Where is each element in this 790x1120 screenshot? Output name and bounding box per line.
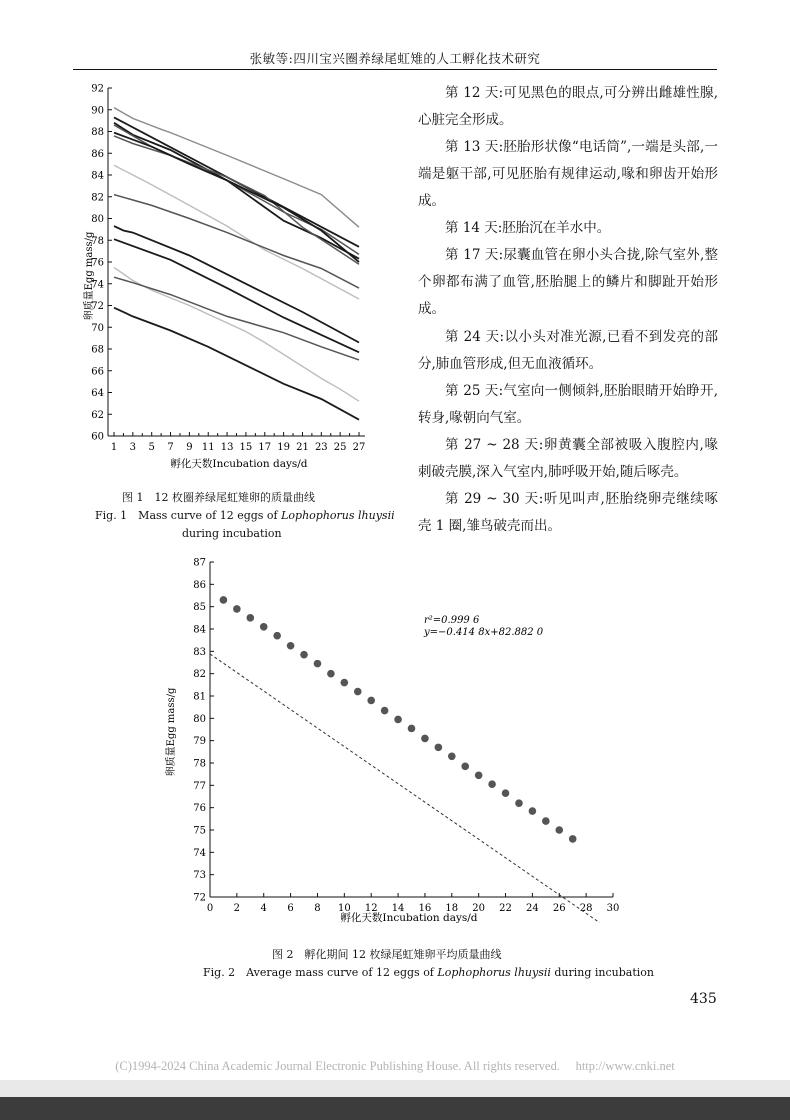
figure2-y-tick-label: 83 <box>193 646 206 658</box>
figure2-data-point <box>475 771 483 779</box>
figure2-y-tick-label: 81 <box>193 691 206 703</box>
figure1-x-tick-label: 15 <box>239 442 253 453</box>
figure2-data-point <box>394 716 402 724</box>
figure1-y-tick-label: 68 <box>91 344 104 356</box>
figure2-x-tick-label: 4 <box>260 903 267 914</box>
figure2-data-point <box>461 763 469 771</box>
figure1-y-tick-label: 66 <box>91 366 104 378</box>
figure1-y-tick-label: 76 <box>91 257 104 269</box>
figure2-equation-r2: r²=0.999 6 <box>424 615 480 626</box>
text-paragraph-day27: 第 27 ~ 28 天:卵黄囊全部被吸入腹腔内,喙刺破壳膜,深入气室内,肺呼吸开始,随后啄壳。 <box>418 437 718 480</box>
figure1-y-tick-label: 60 <box>91 431 104 443</box>
figure1-x-tick-label: 25 <box>333 442 347 453</box>
figure1-series-line <box>114 267 359 401</box>
figure1-x-tick-label: 3 <box>129 442 137 453</box>
figure1-series-line <box>114 308 359 420</box>
figure1-x-tick-label: 5 <box>148 442 155 453</box>
figure1-series-line <box>114 195 359 289</box>
figure2-x-tick-label: 2 <box>233 903 241 914</box>
text-paragraph-day13: 第 13 天:胚胎形状像“电话筒”,一端是头部,一端是躯干部,可见胚胎有规律运动,喙和卵齿开始形成。 <box>418 139 718 209</box>
figure1-x-tick-label: 17 <box>258 442 272 453</box>
figure2-y-tick-label: 82 <box>193 669 206 681</box>
footer-bar <box>0 1097 790 1120</box>
figure2-data-point <box>555 826 563 834</box>
figure2-data-point <box>408 725 416 733</box>
figure2-y-tick-label: 78 <box>193 758 206 770</box>
figure2-y-tick-label: 86 <box>193 579 206 591</box>
figure2-x-tick-label: 6 <box>287 903 294 914</box>
figure2-x-tick-label: 12 <box>364 903 378 914</box>
figure1-x-tick-label: 27 <box>352 442 366 453</box>
figure2-data-point <box>273 632 281 640</box>
figure2-y-tick-label: 73 <box>193 870 206 882</box>
figure2-x-tick-label: 18 <box>445 903 459 914</box>
figure2-data-point <box>502 789 510 797</box>
text-paragraph-day24: 第 24 天:以小头对准光源,已看不到发亮的部分,肺血管形成,但无血液循环。 <box>418 329 718 372</box>
figure1-y-tick-label: 82 <box>91 192 104 204</box>
figure1-y-tick-label: 78 <box>91 235 104 247</box>
figure1-ylabel: 卵质量Egg mass/g <box>84 231 95 321</box>
text-paragraph-day17: 第 17 天:尿囊血管在卵小头合拢,除气室外,整个卵都布满了血管,胚胎腿上的鳞片和脚趾开始形成。 <box>418 247 718 317</box>
figure2-xlabel: 孵化天数Incubation days/d <box>340 912 478 924</box>
figure1-x-tick-label: 11 <box>201 442 215 453</box>
figure2-ylabel: 卵质量Egg mass/g <box>166 687 177 777</box>
copyright-notice: (C)1994-2024 China Academic Journal Electronic Publishing House. All rights reserved. http://www.cnki.net <box>115 1059 675 1073</box>
figure1-x-tick-label: 21 <box>296 442 309 453</box>
figure2-data-point <box>327 670 335 678</box>
figure2-data-point <box>220 596 228 604</box>
figure2-data-point <box>247 614 255 622</box>
running-header: 张敏等:四川宝兴圈养绿尾虹雉的人工孵化技术研究 <box>249 51 541 66</box>
figure1-series-line <box>114 108 359 228</box>
figure2-data-point <box>300 651 308 659</box>
figure2-data-point <box>354 688 362 696</box>
figure1-x-tick-label: 23 <box>314 442 328 453</box>
figure1-series-line <box>114 133 359 262</box>
figure2-x-tick-label: 10 <box>337 903 351 914</box>
figure1-x-tick-label: 13 <box>220 442 234 453</box>
figure2-data-point <box>381 707 389 715</box>
figure1-series-line <box>114 226 359 342</box>
figure2-x-tick-label: 26 <box>552 903 566 914</box>
figure2-y-tick-label: 77 <box>193 780 206 792</box>
figure1-x-tick-label: 19 <box>277 442 290 453</box>
figure2-x-tick-label: 8 <box>314 903 321 914</box>
figure2-y-tick-label: 72 <box>193 892 206 904</box>
figure1-caption-cn: 图 1 12 枚圈养绿尾虹雉卵的质量曲线 <box>122 491 315 504</box>
figure1-y-tick-label: 64 <box>91 388 104 399</box>
figure2-trendline <box>210 654 600 923</box>
figure1-y-tick-label: 86 <box>91 148 104 160</box>
figure1-series-line <box>114 239 359 352</box>
figure2-data-point <box>233 605 241 613</box>
figure1-y-tick-label: 88 <box>91 127 104 138</box>
figure2-data-point <box>287 642 295 650</box>
figure2-x-tick-label: 22 <box>499 903 512 914</box>
figure2-x-tick-label: 30 <box>606 903 620 914</box>
figure1-y-tick-label: 92 <box>91 83 104 95</box>
figure2-caption-en: Fig. 2 Average mass curve of 12 eggs of Lophophorus lhuysii during incubation <box>203 966 655 979</box>
figure2-data-point <box>314 660 322 668</box>
figure2-data-point <box>569 835 577 843</box>
figure2-data-point <box>542 817 550 825</box>
figure2-x-tick-label: 16 <box>418 903 432 914</box>
figure2-y-tick-label: 85 <box>193 602 206 614</box>
figure2-data-point <box>448 753 456 761</box>
figure2-caption-cn: 图 2 孵化期间 12 枚绿尾虹雉卵平均质量曲线 <box>272 948 502 961</box>
figure2-x-tick-label: 24 <box>526 903 539 914</box>
figure2-data-point <box>421 735 429 743</box>
text-paragraph-day14: 第 14 天:胚胎沉在羊水中。 <box>445 220 611 236</box>
figure2-x-tick-label: 14 <box>391 903 405 914</box>
figure2-y-tick-label: 79 <box>193 736 206 748</box>
figure2-x-tick-label: 28 <box>579 903 593 914</box>
figure2-data-point <box>488 780 496 788</box>
figure2-data-point <box>260 623 268 631</box>
figure2-y-tick-label: 87 <box>193 557 206 569</box>
figure2-data-point <box>435 744 443 752</box>
text-paragraph-day12: 第 12 天:可见黑色的眼点,可分辨出雌雄性腺,心脏完全形成。 <box>418 85 718 128</box>
figure1-y-tick-label: 80 <box>91 214 104 225</box>
figure2-x-tick-label: 0 <box>206 903 214 914</box>
figure1-y-tick-label: 62 <box>91 409 104 421</box>
figure2-y-tick-label: 74 <box>193 847 206 859</box>
figure1-series-line <box>114 123 359 259</box>
figure2-equation-fit: y=−0.414 8x+82.882 0 <box>424 627 544 638</box>
figure1-caption-en: Fig. 1 Mass curve of 12 eggs of Lophophorus lhuysii <box>95 509 395 522</box>
figure1-y-tick-label: 72 <box>91 301 104 312</box>
figure2-data-point <box>529 807 537 815</box>
figure1-chart <box>80 78 380 478</box>
figure2-data-point <box>341 679 349 687</box>
figure2-y-tick-label: 84 <box>193 624 206 636</box>
figure1-caption-en-2: during incubation <box>182 527 282 540</box>
figure1-x-tick-label: 1 <box>110 442 118 453</box>
figure1-y-tick-label: 70 <box>91 322 104 334</box>
figure2-chart <box>150 552 640 932</box>
figure2-data-point <box>515 799 523 807</box>
page-number: 435 <box>690 991 717 1007</box>
figure1-y-tick-label: 74 <box>91 279 104 291</box>
figure1-series-line <box>114 136 359 264</box>
figure1-x-tick-label: 7 <box>167 442 174 453</box>
text-paragraph-day25: 第 25 天:气室向一侧倾斜,胚胎眼睛开始睁开,转身,喙朝向气室。 <box>418 383 718 426</box>
figure1-x-tick-label: 9 <box>186 442 193 453</box>
figure2-x-tick-label: 20 <box>472 903 486 914</box>
figure2-y-tick-label: 76 <box>193 803 206 815</box>
header-rule <box>73 69 717 70</box>
figure2-y-tick-label: 80 <box>193 713 206 725</box>
figure2-data-point <box>367 697 375 705</box>
figure1-y-tick-label: 84 <box>91 170 104 182</box>
text-paragraph-day29: 第 29 ~ 30 天:听见叫声,胚胎绕卵壳继续啄壳 1 圈,雏鸟破壳而出。 <box>418 491 718 534</box>
figure1-y-tick-label: 90 <box>91 105 104 117</box>
figure1-xlabel: 孵化天数Incubation days/d <box>170 458 308 470</box>
figure2-y-tick-label: 75 <box>193 825 206 837</box>
figure1-series-line <box>114 125 359 254</box>
